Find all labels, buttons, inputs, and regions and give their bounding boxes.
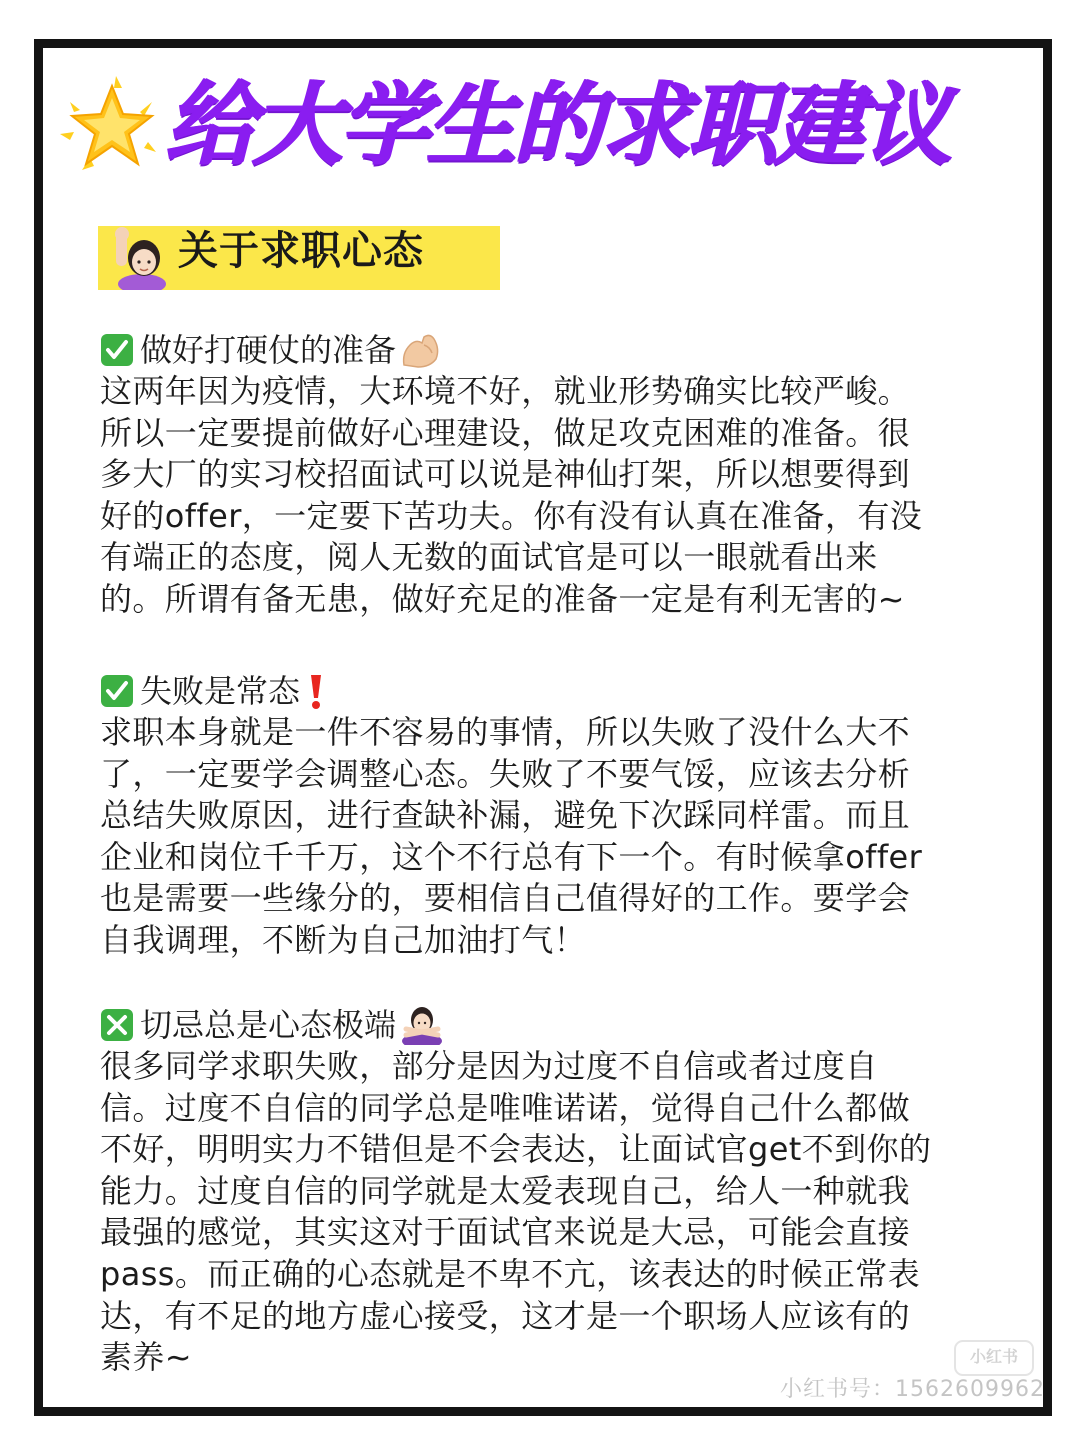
person-raising-hand-icon [112, 226, 172, 290]
body-line: 求职本身就是一件不容易的事情，所以失败了没什么大不 [100, 713, 911, 751]
title-row [52, 72, 1012, 182]
exclamation-icon [304, 672, 328, 710]
body-line: 有端正的态度，阅人无数的面试官是可以一眼就看出来 [100, 538, 878, 577]
body-line: 达，有不足的地方虚心接受，这才是一个职场人应该有的 [100, 1296, 911, 1335]
body-line: 最强的感觉，其实这对于面试官来说是大忌，可能会直接 [100, 1213, 911, 1252]
glowing-star-icon [52, 72, 164, 182]
point-heading [100, 329, 1000, 371]
watermark-text: 小红书号：1562609962 [780, 1377, 1045, 1402]
crossed-arms-person-icon [400, 1005, 444, 1045]
body-line: 多大厂的实习校招面试可以说是神仙打架，所以想要得到 [100, 455, 911, 494]
body-line: 能力。过度自信的同学就是太爱表现自己，给人一种就我 [100, 1171, 911, 1210]
body-line: 信。过度不自信的同学总是唯唯诺诺，觉得自己什么都做 [100, 1088, 911, 1127]
advice-point-2 [100, 670, 1000, 962]
advice-point-3 [100, 1004, 1000, 1379]
body-line: 自我调理，不断为自己加油打气！ [100, 920, 587, 959]
body-line: 了，一定要学会调整心态。失败了不要气馁，应该去分析 [100, 754, 911, 793]
cross-mark-icon [100, 1008, 134, 1042]
point-heading [100, 1004, 1000, 1046]
body-line: 也是需要一些缘分的，要相信自己值得好的工作。要学会 [100, 879, 911, 918]
body-line: 所以一定要提前做好心理建设，做足攻克困难的准备。很 [100, 413, 911, 452]
advice-point-1 [100, 329, 1000, 621]
body-line: 企业和岗位千千万，这个不行总有下一个。有时候拿offer [100, 837, 923, 876]
section-title: 关于求职心态 [178, 228, 424, 274]
body-line: 素养~ [100, 1338, 193, 1377]
point-body [100, 712, 1000, 962]
flexed-arm-icon [400, 331, 442, 369]
check-mark-icon [100, 333, 134, 367]
point-heading-text: 做好打硬仗的准备 [140, 331, 397, 369]
body-line: 总结失败原因，进行查缺补漏，避免下次踩同样雷。而且 [100, 796, 911, 835]
body-line: 很多同学求职失败，部分是因为过度不自信或者过度自 [100, 1047, 878, 1085]
point-body [100, 1046, 1000, 1379]
body-line: 这两年因为疫情，大环境不好，就业形势确实比较严峻。 [100, 372, 911, 410]
point-heading [100, 670, 1000, 712]
body-line: pass。而正确的心态就是不卑不亢，该表达的时候正常表 [100, 1254, 921, 1293]
point-heading-text: 失败是常态 [140, 672, 301, 710]
body-line: 的。所谓有备无患，做好充足的准备一定是有利无害的~ [100, 579, 905, 618]
section-header [98, 226, 500, 290]
body-line: 好的offer，一定要下苦功夫。你有没有认真在准备，有没 [100, 496, 923, 535]
check-mark-icon [100, 674, 134, 708]
page-title: 给大学生的求职建议 [165, 73, 948, 178]
point-heading-text: 切忌总是心态极端 [140, 1006, 397, 1044]
body-line: 不好，明明实力不错但是不会表达，让面试官get不到你的 [100, 1130, 932, 1169]
point-body [100, 371, 1000, 621]
watermark-badge: 小红书 [954, 1340, 1034, 1376]
